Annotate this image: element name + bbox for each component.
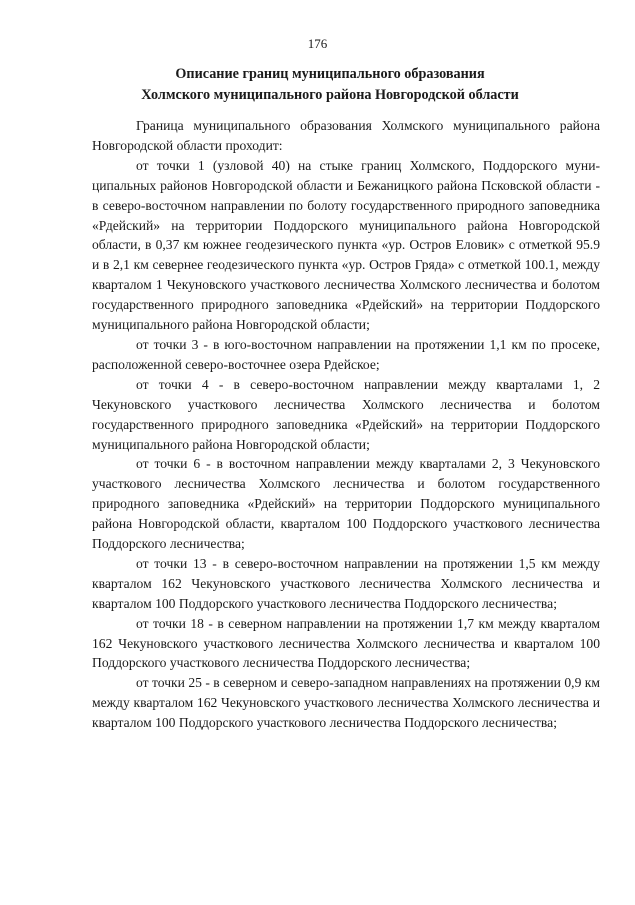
paragraph-point-25: от точки 25 - в северном и северо-западном направлениях на протяжении 0,9 км между кварталом 162 Чекуновского участкового лесничества Холмского лесничества и кварталом 100 Поддорского участкового лесничества Поддорского лесничества; (92, 675, 600, 731)
page-number: 176 (307, 36, 328, 51)
document-body (92, 116, 600, 733)
paragraph-point-4: от точки 4 - в северо-восточном направлении между кварталами 1, 2 Чекуновского участкового лесничества Холмского лесничества и болотом государственного природного заповедника «Рдейский» на территории Поддорского муниципального района Новгородской области; (92, 376, 600, 452)
paragraph-point-18: от точки 18 - в северном направлении на протяжении 1,7 км между кварталом 162 Чекуновского участкового лесничества Холмского лесничества и кварталом 100 Поддорского участкового лесничества Поддорского лесничества; (92, 615, 600, 671)
paragraph-point-13: от точки 13 - в северо-восточном направлении на протяжении 1,5 км между кварталом 162 Чекуновского участкового лесничества Холмского лесничества и кварталом 100 Поддорского участкового лесничества Поддорского лесничества; (92, 555, 600, 611)
paragraph-intro: Граница муниципального образования Холмского муниципального района Новгородской области проходит: (92, 118, 600, 153)
title-line-1: Описание границ муниципального образования (175, 66, 485, 82)
document-title (60, 64, 600, 106)
paragraph-point-6: от точки 6 - в восточном направлении между кварталами 2, 3 Чекуновского участкового лесничества Холмского лесничества и болотом государственного природного заповедника «Рдейский» на территории Поддорского муниципального района Новгородской области, кварталом 100 Поддорского участкового лесничества Поддорского лесничества; (92, 456, 600, 552)
paragraph-point-1: от точки 1 (узловой 40) на стыке границ Холмского, Поддорского муниципальных районов Новгородской области и Бежаницкого района Псковской области - в северо-восточном направлении по болоту государственного природного заповедника «Рдейский» на территории Поддорского муниципального района Новгородской области, в 0,37 км южнее геодезического пункта «ур. Остров Еловик» с отметкой 95.9 и в 2,1 км севернее геодезического пункта «ур. Остров Гряда» с отметкой 100.1, между кварталом 1 Чекуновского участкового лесничества Холмского лесничества и болотом государственного природного заповедника «Рдейский» на территории Поддорского муниципального района Новгородской области; (92, 157, 600, 333)
paragraph-point-3: от точки 3 - в юго-восточном направлении на протяжении 1,1 км по просеке, расположенной северо-восточнее озера Рдейское; (92, 336, 600, 372)
title-line-2: Холмского муниципального района Новгородской области (141, 87, 519, 103)
